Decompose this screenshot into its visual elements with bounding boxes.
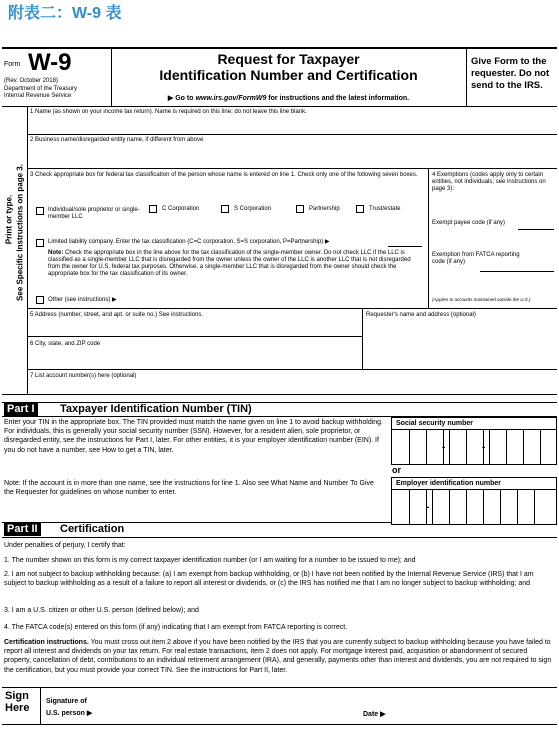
revision-date: (Rev. October 2018) bbox=[4, 78, 58, 84]
checkbox-llc[interactable] bbox=[36, 239, 44, 247]
attachment-title: 附表二：W-9 表 bbox=[8, 5, 122, 22]
ein-field[interactable] bbox=[391, 489, 557, 525]
ssn-dash-2: - bbox=[482, 442, 486, 453]
checkbox-individual[interactable] bbox=[36, 207, 44, 215]
opt-trust-label: Trust/estate bbox=[369, 206, 401, 212]
line5-address-field[interactable] bbox=[28, 320, 361, 334]
goto-suffix: for instructions and the latest information. bbox=[266, 95, 410, 102]
cert-instructions-text: You must cross out item 2 above if you have been notified by the IRS that you are currently subject to backup withholding because you have failed to report all interest and dividends on your tax return. For real estate transactions, item 2 does not apply. For mortgage interest paid, acquisition or abandonment of secured property, cancellation of debt, contributions to an individual retirement arrangement (IRA), and generally, payments other than interest and dividends, you are not required to sign the certification, but you must provide your correct TIN. See the instructions for Part II, later. bbox=[4, 639, 552, 674]
applies-note: (Applies to accounts maintained outside the U.S.) bbox=[432, 297, 531, 302]
checkbox-partnership[interactable] bbox=[296, 205, 304, 213]
part1-title: Taxpayer Identification Number (TIN) bbox=[60, 403, 252, 415]
goto-url[interactable]: www.irs.gov/FormW9 bbox=[195, 95, 267, 102]
form-title-line2: Identification Number and Certification bbox=[159, 67, 418, 83]
goto-prefix: ▶ Go to bbox=[167, 95, 196, 102]
part1-note: Note: If the account is in more than one name, see the instructions for line 1. Also see What Name and Number To Give the Requester for guidelines on whose number to enter. bbox=[4, 480, 374, 497]
part2-intro: Under penalties of perjury, I certify that: bbox=[4, 542, 126, 549]
line7-label: 7 List account number(s) here (optional) bbox=[30, 373, 137, 379]
us-person-label: U.S. person ▶ bbox=[46, 710, 93, 717]
checkbox-trust[interactable] bbox=[356, 205, 364, 213]
line7-account-field[interactable] bbox=[28, 381, 557, 393]
form-word: Form bbox=[4, 61, 21, 68]
llc-note-bold: Note: bbox=[48, 250, 64, 256]
llc-classification-field[interactable] bbox=[388, 238, 422, 247]
fatca-field[interactable] bbox=[480, 262, 554, 272]
ssn-label: Social security number bbox=[396, 420, 474, 427]
part2-title: Certification bbox=[60, 523, 125, 535]
print-type-label: Print or type. bbox=[4, 194, 14, 245]
line2-business-field[interactable] bbox=[28, 145, 557, 167]
other-field[interactable] bbox=[130, 296, 424, 305]
opt-llc-label: Limited liability company. Enter the tax classification (C=C corporation, S=S corporation, P=Partnership) ▶ bbox=[48, 239, 330, 245]
cert-instructions-bold: Certification instructions. bbox=[4, 639, 89, 646]
cert-item-4: 4. The FATCA code(s) entered on this form (if any) indicating that I am exempt from FATCA reporting is correct. bbox=[4, 624, 348, 631]
line1-name-field[interactable] bbox=[28, 117, 557, 133]
cert-item-1: 1. The number shown on this form is my correct taxpayer identification number (or I am waiting for a number to be issued to me); and bbox=[4, 557, 416, 564]
ein-label-box bbox=[391, 477, 557, 489]
exempt-payee-field[interactable] bbox=[518, 220, 554, 230]
opt-other-label: Other (see instructions) ▶ bbox=[48, 297, 117, 303]
ein-label: Employer identification number bbox=[396, 480, 502, 487]
ein-dash: - bbox=[426, 502, 430, 513]
requester-label: Requester's name and address (optional) bbox=[366, 312, 476, 318]
part1-text: Enter your TIN in the appropriate box. The TIN provided must match the name given on line 1 to avoid backup withholding. For individuals, this is generally your social security number (SSN). However, for a resident alien, sole proprietor, or disregarded entity, see the instructions for Part I, later. For other entities, it is your employer identification number (EIN). If you do not have a number, see How to get a TIN, later. bbox=[4, 419, 383, 454]
ssn-dash-1: - bbox=[442, 442, 446, 453]
checkbox-s-corp[interactable] bbox=[221, 205, 229, 213]
line5-label: 5 Address (number, street, and apt. or suite no.) See instructions. bbox=[30, 312, 204, 318]
cert-item-2: 2. I am not subject to backup withholding because: (a) I am exempt from backup withholding, or (b) I have not been notified by the Internal Revenue Service (IRS) that I am subject to backup withholding as a result of a failure to report all interest or dividends, or (c) the IRS has notified me that I am no longer subject to backup withholding; and bbox=[4, 571, 534, 588]
opt-individual-label: Individual/sole proprietor or single-member LLC bbox=[48, 207, 140, 220]
fatca-label: Exemption from FATCA reporting code (if any) bbox=[432, 252, 520, 265]
date-field[interactable] bbox=[392, 700, 552, 718]
opt-s-corp-label: S Corporation bbox=[234, 206, 272, 212]
irs-label: Internal Revenue Service bbox=[4, 93, 72, 99]
exempt-payee-label: Exempt payee code (if any) bbox=[432, 220, 506, 226]
checkbox-other[interactable] bbox=[36, 296, 44, 304]
signature-of-label: Signature of bbox=[46, 698, 87, 705]
form-title-line1: Request for Taxpayer bbox=[217, 51, 360, 67]
date-label: Date ▶ bbox=[363, 711, 386, 718]
ssn-label-box bbox=[391, 417, 557, 429]
goto-instructions bbox=[112, 95, 465, 103]
opt-c-corp-label: C Corporation bbox=[162, 206, 200, 212]
cert-instructions bbox=[4, 638, 554, 675]
requester-field[interactable] bbox=[363, 320, 557, 368]
form-number: W-9 bbox=[28, 49, 72, 76]
sign-here-label: Sign Here bbox=[5, 690, 30, 714]
checkbox-c-corp[interactable] bbox=[149, 205, 157, 213]
signature-field[interactable] bbox=[100, 692, 350, 718]
llc-note bbox=[48, 250, 424, 278]
line6-label: 6 City, state, and ZIP code bbox=[30, 341, 101, 347]
line2-label: 2 Business name/disregarded entity name, if different from above bbox=[30, 137, 204, 143]
cert-item-3: 3. I am a U.S. citizen or other U.S. person (defined below); and bbox=[4, 607, 199, 614]
see-specific-label: See Specific Instructions on page 3. bbox=[15, 164, 25, 301]
line6-city-field[interactable] bbox=[28, 349, 361, 368]
give-form-note: Give Form to the requester. Do not send to the IRS. bbox=[471, 56, 550, 91]
dept-treasury: Department of the Treasury bbox=[4, 86, 78, 92]
line1-label: 1 Name (as shown on your income tax return). Name is required on this line; do not leave this line blank. bbox=[30, 109, 307, 115]
part2-label: Part II bbox=[4, 523, 41, 536]
line4-label: 4 Exemptions (codes apply only to certain entities, not individuals; see instructions on page 3): bbox=[432, 172, 546, 192]
line3-label: 3 Check appropriate box for federal tax classification of the person whose name is entered on line 1. Check only one of the following seven boxes. bbox=[30, 172, 418, 178]
llc-note-text: Check the appropriate box in the line above for the tax classification of the single-member owner. Do not check LLC if the LLC is classified as a single-member LLC that is disregarded from the owner unless the owner of the LLC is another LLC that is not disregarded from the owner for U.S. federal tax purposes. Otherwise, a single-member LLC that is disregarded from the owner should check the appropriate box for the tax classification of its owner. bbox=[48, 250, 411, 277]
part1-label: Part I bbox=[4, 403, 38, 416]
ssn-field[interactable] bbox=[391, 429, 557, 465]
opt-partnership-label: Partnership bbox=[309, 206, 340, 212]
or-label: or bbox=[392, 465, 401, 475]
